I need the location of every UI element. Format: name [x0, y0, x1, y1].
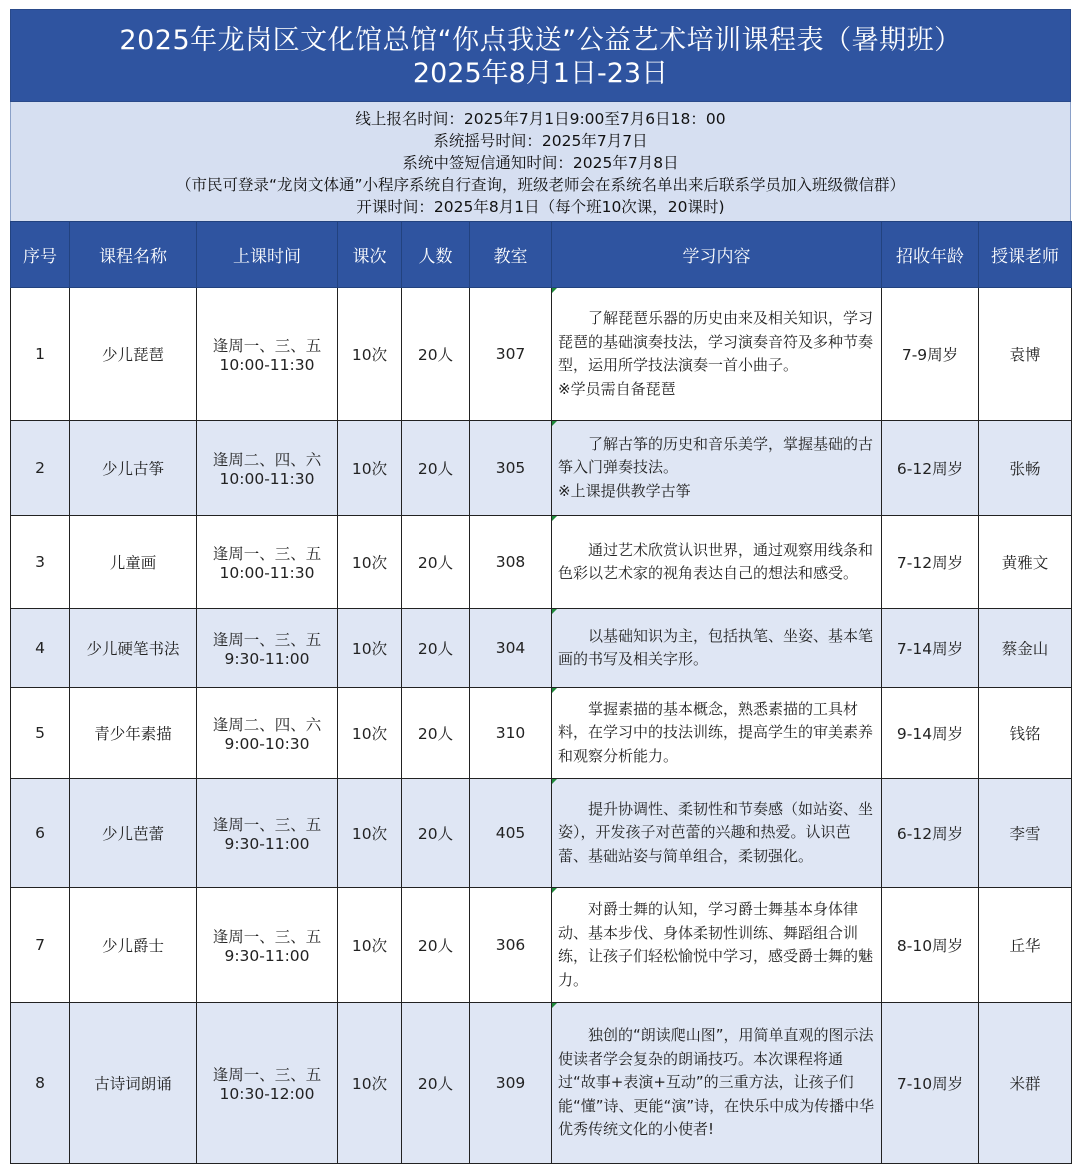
- cell-time: [197, 779, 338, 888]
- cell-course: 少儿爵士: [70, 888, 197, 1003]
- time-days: 逢周一、三、五: [212, 1066, 322, 1084]
- cell-age: 7-10周岁: [882, 1003, 979, 1164]
- cell-content: [552, 1003, 882, 1164]
- cell-course: 少儿琵琶: [70, 288, 197, 421]
- cell-room: 310: [470, 688, 552, 779]
- info-sms-time: 系统中签短信通知时间：2025年7月8日: [402, 154, 679, 172]
- cell-sessions: 10次: [338, 516, 402, 609]
- table-row: [11, 888, 1072, 1003]
- cell-course: 古诗词朗诵: [70, 1003, 197, 1164]
- content-text: 了解琵琶乐器的历史由来及相关知识，学习琵琶的基础演奏技法，学习演奏音符及多种节奏型，运用所学技法演奏一首小曲子。: [558, 309, 874, 374]
- cell-age: 9-14周岁: [882, 688, 979, 779]
- table-row: [11, 1003, 1072, 1164]
- cell-content: [552, 609, 882, 688]
- col-header-age: 招收年龄: [882, 222, 979, 288]
- cell-no: 8: [11, 1003, 70, 1164]
- table-row: [11, 609, 1072, 688]
- cell-time: [197, 688, 338, 779]
- content-text: 提升协调性、柔韧性和节奏感（如站姿、坐姿），开发孩子对芭蕾的兴趣和热爱。认识芭蕾、基础站姿与简单组合，柔韧强化。: [558, 799, 874, 865]
- cell-sessions: 10次: [338, 288, 402, 421]
- time-hours: 10:30-12:00: [219, 1085, 315, 1103]
- registration-info: [10, 102, 1071, 221]
- cell-course: 少儿芭蕾: [70, 779, 197, 888]
- time-days: 逢周二、四、六: [212, 716, 322, 734]
- content-text: 对爵士舞的认知，学习爵士舞基本身体律动、基本步伐、身体柔韧性训练、舞蹈组合训练，让孩子们轻松愉悦中学习，感受爵士舞的魅力。: [558, 900, 874, 989]
- cell-course: 少儿硬笔书法: [70, 609, 197, 688]
- cell-people: 20人: [402, 421, 470, 516]
- cell-time: [197, 888, 338, 1003]
- cell-teacher: 李雪: [979, 779, 1072, 888]
- cell-people: 20人: [402, 779, 470, 888]
- cell-room: 308: [470, 516, 552, 609]
- cell-course: 青少年素描: [70, 688, 197, 779]
- cell-content: [552, 888, 882, 1003]
- cell-teacher: 米群: [979, 1003, 1072, 1164]
- info-lottery-time: 系统摇号时间：2025年7月7日: [433, 132, 648, 150]
- col-header-time: 上课时间: [197, 222, 338, 288]
- col-header-people: 人数: [402, 222, 470, 288]
- cell-sessions: 10次: [338, 688, 402, 779]
- cell-time: [197, 1003, 338, 1164]
- cell-age: 6-12周岁: [882, 421, 979, 516]
- cell-teacher: 丘华: [979, 888, 1072, 1003]
- cell-content: [552, 779, 882, 888]
- cell-content: [552, 688, 882, 779]
- time-days: 逢周一、三、五: [212, 337, 322, 355]
- cell-content: [552, 516, 882, 609]
- col-header-content: 学习内容: [552, 222, 882, 288]
- col-header-no: 序号: [11, 222, 70, 288]
- cell-sessions: 10次: [338, 1003, 402, 1164]
- col-header-teacher: 授课老师: [979, 222, 1072, 288]
- cell-sessions: 10次: [338, 888, 402, 1003]
- cell-people: 20人: [402, 609, 470, 688]
- content-text: 掌握素描的基本概念，熟悉素描的工具材料，在学习中的技法训练，提高学生的审美素养和观察分析能力。: [558, 699, 874, 765]
- table-row: [11, 779, 1072, 888]
- table-row: [11, 516, 1072, 609]
- cell-time: [197, 609, 338, 688]
- cell-teacher: 黄雅文: [979, 516, 1072, 609]
- info-query-note: （市民可登录“龙岗文体通”小程序系统自行查询，班级老师会在系统名单出来后联系学员加入班级微信群）: [175, 176, 906, 194]
- cell-teacher: 钱铭: [979, 688, 1072, 779]
- cell-people: 20人: [402, 888, 470, 1003]
- cell-age: 7-14周岁: [882, 609, 979, 688]
- content-note: ※上课提供教学古筝: [558, 481, 691, 500]
- cell-no: 1: [11, 288, 70, 421]
- page-title: 2025年龙岗区文化馆总馆“你点我送”公益艺术培训课程表（暑期班）: [119, 25, 962, 56]
- col-header-room: 教室: [470, 222, 552, 288]
- cell-age: 7-9周岁: [882, 288, 979, 421]
- cell-no: 7: [11, 888, 70, 1003]
- time-hours: 10:00-11:30: [219, 356, 315, 374]
- table-header-row: [11, 222, 1072, 288]
- content-note: ※学员需自备琵琶: [558, 379, 676, 398]
- cell-no: 6: [11, 779, 70, 888]
- cell-sessions: 10次: [338, 609, 402, 688]
- cell-no: 4: [11, 609, 70, 688]
- cell-no: 3: [11, 516, 70, 609]
- cell-teacher: 蔡金山: [979, 609, 1072, 688]
- cell-content: [552, 421, 882, 516]
- cell-time: [197, 516, 338, 609]
- cell-people: 20人: [402, 1003, 470, 1164]
- cell-sessions: 10次: [338, 779, 402, 888]
- time-days: 逢周二、四、六: [212, 451, 322, 469]
- table-row: [11, 288, 1072, 421]
- time-hours: 9:30-11:00: [224, 835, 310, 853]
- info-start-time: 开课时间：2025年8月1日（每个班10次课，20课时): [356, 198, 725, 216]
- cell-people: 20人: [402, 688, 470, 779]
- cell-people: 20人: [402, 288, 470, 421]
- cell-time: [197, 421, 338, 516]
- cell-no: 2: [11, 421, 70, 516]
- date-range: 2025年8月1日-23日: [412, 58, 669, 89]
- table-row: [11, 688, 1072, 779]
- cell-room: 306: [470, 888, 552, 1003]
- time-days: 逢周一、三、五: [212, 545, 322, 563]
- info-registration-time: 线上报名时间：2025年7月1日9:00至7月6日18：00: [355, 110, 726, 128]
- time-days: 逢周一、三、五: [212, 631, 322, 649]
- cell-room: 405: [470, 779, 552, 888]
- cell-time: [197, 288, 338, 421]
- time-hours: 9:30-11:00: [224, 947, 310, 965]
- cell-teacher: 袁博: [979, 288, 1072, 421]
- content-text: 通过艺术欣赏认识世界，通过观察用线条和色彩以艺术家的视角表达自己的想法和感受。: [558, 540, 874, 582]
- cell-teacher: 张畅: [979, 421, 1072, 516]
- col-header-course: 课程名称: [70, 222, 197, 288]
- title-banner: [10, 9, 1071, 102]
- cell-course: 儿童画: [70, 516, 197, 609]
- time-hours: 10:00-11:30: [219, 470, 315, 488]
- schedule-sheet: [10, 9, 1071, 1164]
- cell-sessions: 10次: [338, 421, 402, 516]
- cell-content: [552, 288, 882, 421]
- cell-no: 5: [11, 688, 70, 779]
- content-text: 独创的“朗读爬山图”，用简单直观的图示法使读者学会复杂的朗诵技巧。本次课程将通过“故事+表演+互动”的三重方法，让孩子们能“懂”诗、更能“演”诗，在快乐中成为传播中华优秀传统文化的小使者!: [558, 1026, 875, 1139]
- time-days: 逢周一、三、五: [212, 816, 322, 834]
- cell-room: 304: [470, 609, 552, 688]
- cell-age: 7-12周岁: [882, 516, 979, 609]
- cell-age: 8-10周岁: [882, 888, 979, 1003]
- cell-room: 305: [470, 421, 552, 516]
- cell-room: 307: [470, 288, 552, 421]
- time-days: 逢周一、三、五: [212, 928, 322, 946]
- table-row: [11, 421, 1072, 516]
- content-text: 了解古筝的历史和音乐美学，掌握基础的古筝入门弹奏技法。: [558, 434, 874, 477]
- cell-room: 309: [470, 1003, 552, 1164]
- cell-course: 少儿古筝: [70, 421, 197, 516]
- col-header-sessions: 课次: [338, 222, 402, 288]
- time-hours: 10:00-11:30: [219, 564, 315, 582]
- cell-people: 20人: [402, 516, 470, 609]
- course-table: [10, 221, 1072, 1164]
- cell-age: 6-12周岁: [882, 779, 979, 888]
- content-text: 以基础知识为主，包括执笔、坐姿、基本笔画的书写及相关字形。: [558, 626, 874, 668]
- time-hours: 9:30-11:00: [224, 650, 310, 668]
- time-hours: 9:00-10:30: [224, 735, 310, 753]
